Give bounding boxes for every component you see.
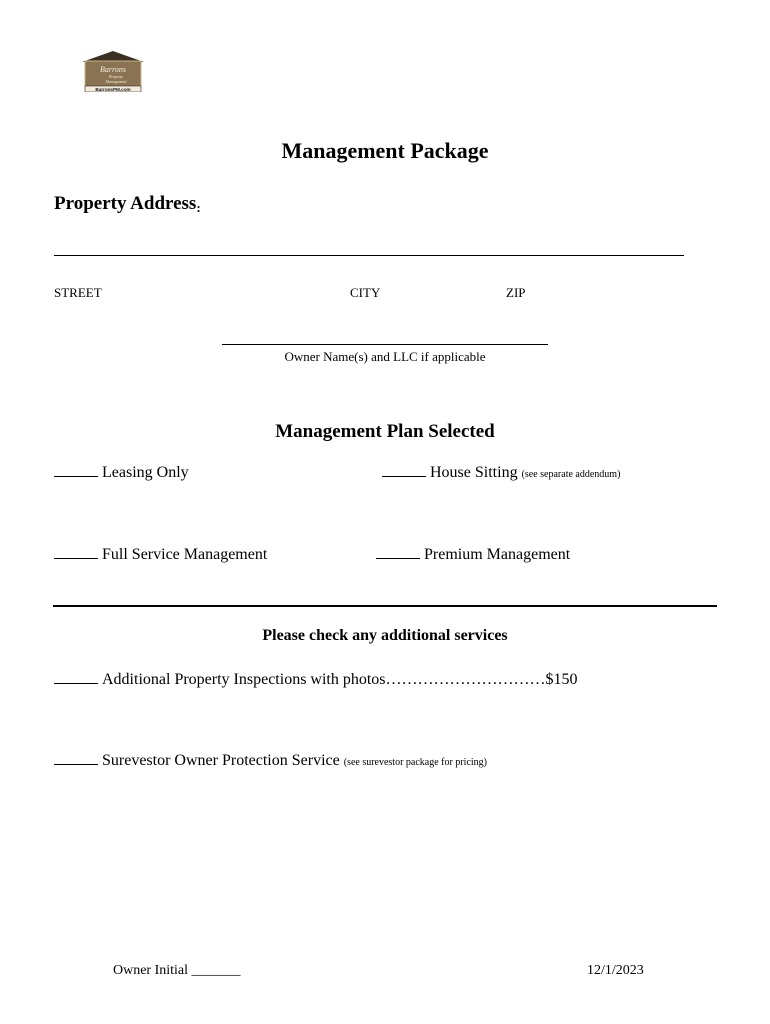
company-logo — [80, 50, 146, 92]
service-surevestor — [54, 749, 487, 770]
owner-initial — [113, 963, 241, 979]
page-title: Management Package — [281, 138, 489, 163]
additional-services-heading: Please check any additional services — [262, 627, 508, 644]
surevestor-checkbox-blank[interactable] — [54, 749, 98, 765]
management-plan-heading: Management Plan Selected — [275, 421, 495, 442]
city-label: CITY — [350, 285, 381, 300]
leasing-only-label: Leasing Only — [102, 464, 189, 481]
logo-text-mid1: Property — [108, 74, 124, 79]
surevestor-note: (see surevestor package for pricing) — [343, 757, 487, 768]
property-address-label-text: Property Address — [54, 193, 197, 214]
owner-name-label: Owner Name(s) and LLC if applicable — [284, 349, 486, 364]
inspections-checkbox-blank[interactable] — [54, 668, 98, 684]
house-sitting-checkbox-blank[interactable] — [382, 461, 426, 477]
house-sitting-note: (see separate addendum) — [521, 469, 621, 480]
full-service-label: Full Service Management — [102, 546, 268, 563]
option-house-sitting — [382, 461, 620, 482]
option-full-service — [54, 543, 267, 564]
footer-date: 12/1/2023 — [587, 963, 644, 978]
inspections-leader: ………………………… — [385, 671, 546, 688]
premium-management-label: Premium Management — [424, 546, 571, 563]
full-service-checkbox-blank[interactable] — [54, 543, 98, 559]
service-inspections — [54, 668, 578, 689]
house-sitting-label: House Sitting — [430, 464, 518, 481]
owner-initial-blank[interactable]: _______ — [191, 963, 241, 978]
premium-management-checkbox-blank[interactable] — [376, 543, 420, 559]
zip-label: ZIP — [506, 285, 526, 300]
leasing-only-checkbox-blank[interactable] — [54, 461, 98, 477]
surevestor-label: Surevestor Owner Protection Service — [102, 752, 340, 769]
option-premium-management — [376, 543, 570, 564]
owner-initial-label: Owner Initial — [113, 963, 189, 978]
section-divider — [53, 605, 717, 607]
logo-text-mid2: Management — [105, 79, 127, 84]
property-address-label — [54, 193, 201, 216]
logo-text-bottom: BarronsPM.com — [95, 87, 131, 92]
owner-name-fill-line[interactable] — [222, 344, 548, 345]
option-leasing-only — [54, 461, 189, 482]
property-address-colon: : — [196, 200, 201, 215]
street-label: STREET — [54, 285, 102, 300]
logo-text-top: Barrons — [100, 65, 126, 74]
address-fill-line[interactable] — [54, 255, 684, 256]
inspections-price: $150 — [545, 671, 578, 688]
inspections-label: Additional Property Inspections with photos — [102, 671, 386, 688]
